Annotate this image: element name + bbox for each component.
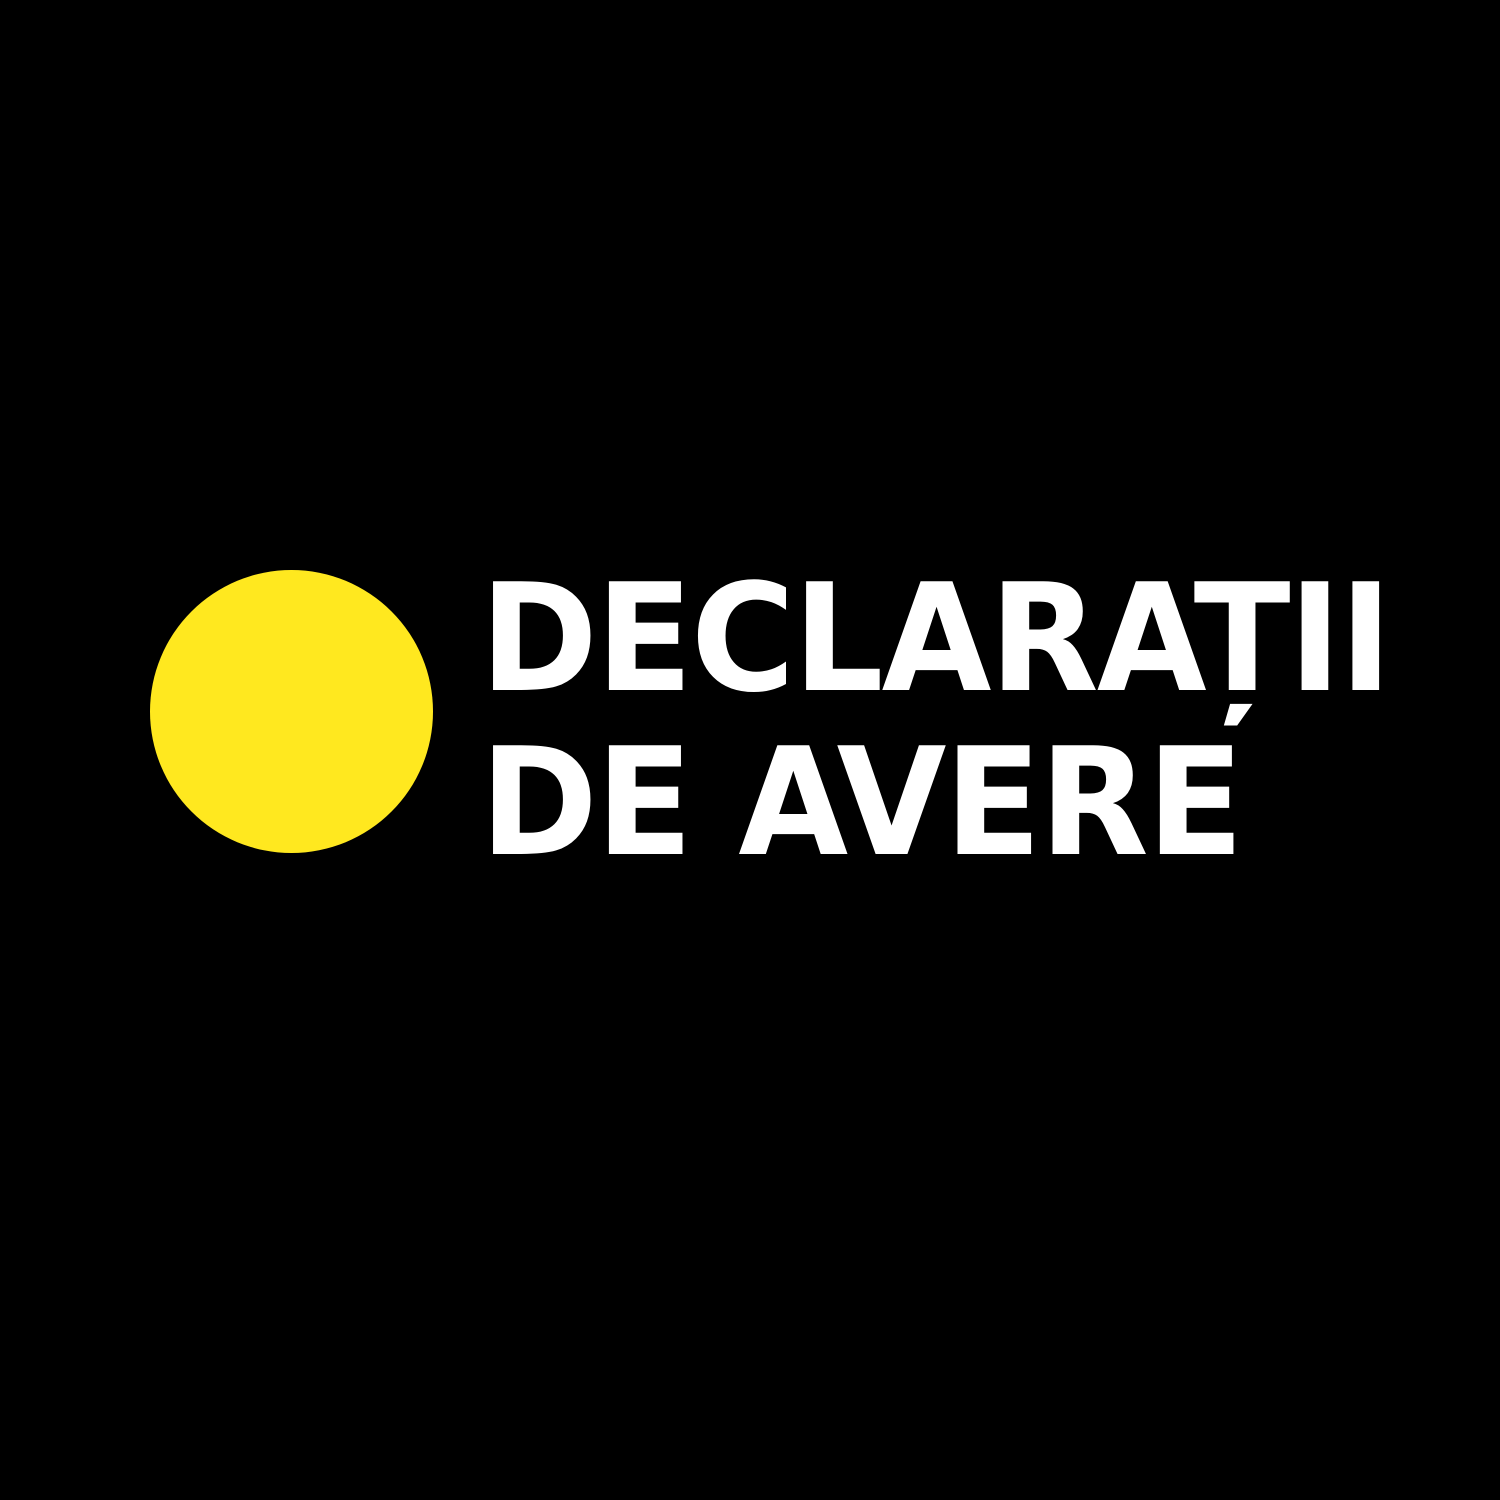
logo-title-line-2: DE AVERE — [480, 716, 1242, 890]
logo-title — [480, 552, 1391, 890]
yellow-circle-icon — [150, 570, 433, 853]
logo — [150, 552, 1391, 890]
logo-title-line-1: DECLARAȚII — [480, 552, 1391, 726]
